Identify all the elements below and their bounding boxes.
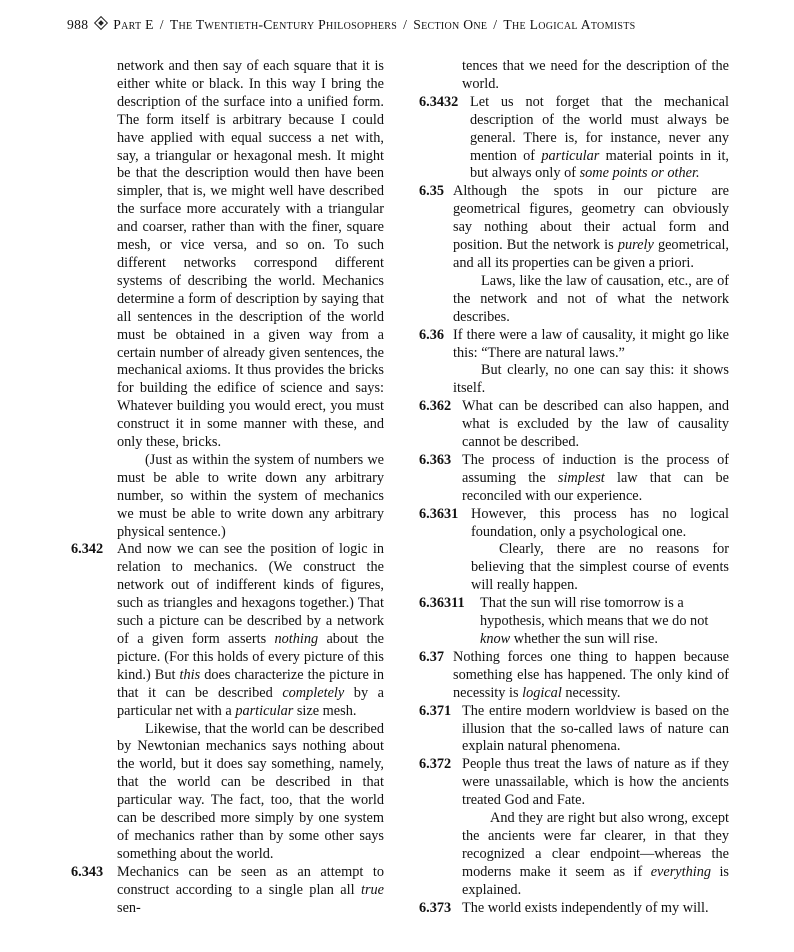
text-run: law that can be reconciled with our experience. [462,469,729,504]
text-run-italic: completely [282,684,345,701]
paragraph: tences that we need for the description of the world. [462,58,729,92]
text-run: That the sun will rise tomorrow is a hypothesis, which means that we do not [480,595,709,630]
proposition-number: 6.373 [419,899,452,916]
text-run-italic: nothing [274,631,319,647]
text-run-italic: true [360,881,384,898]
paragraph: But clearly, no one can say this: it shows itself. [453,362,729,397]
paragraph [453,649,729,703]
proposition-6-37 [419,648,729,703]
proposition-6-362 [419,398,729,452]
proposition-6-35 [419,183,729,326]
text-run: is explained. [462,863,729,898]
header-separator: / [159,17,164,32]
text-run: And they are right but also wrong, except the ancients were far clearer, in that they recognized a clear endpoint—whereas the moderns make it seem as if [462,810,729,880]
proposition-number: 6.362 [419,398,452,415]
proposition-6-343 [71,863,384,918]
text-run: size mesh. [293,702,357,719]
header-separator: / [403,17,408,32]
paragraph [117,541,384,720]
paragraph [480,595,729,649]
paragraph: (Just as within the system of numbers we must be able to write down any arbitrary number, so within the system of mechanics we must be able to write down any arbitrary physical sentence.) [117,451,384,540]
paragraph [462,452,729,506]
text-run: geometrical, and all its properties can be given a priori. [453,237,729,271]
section-label: Section One [413,17,488,32]
text-run-italic: everything [650,863,712,880]
part-label: Part E [113,17,154,32]
paragraph: People thus treat the laws of nature as if they were unassailable, which is how the ancients treated God and Fate. [462,756,729,809]
proposition-6-363 [419,451,729,506]
text-run: sen- [117,899,141,916]
text-run: And now we can see the position of logic in relation to mechanics. (We construct the network out of indifferent kinds of figures, such as triangles and hexagons together.) That such a picture can be described by a network of a given form asserts [117,541,384,647]
proposition-number: 6.35 [419,183,445,200]
proposition-6-342 [71,541,384,863]
proposition-6-372 [419,756,729,899]
paragraph: However, this process has no logical foundation, only a psychological one. [471,505,729,540]
paragraph: Likewise, that the world can be described by Newtonian mechanics says nothing about the world, but it does say something, namely, that the world can be described in that particular way. The fact, too, that the world can be described more simply by one system of mechanics rather than by some other says something about the world. [117,720,384,862]
text-run: does characterize the picture in that it can be described [117,666,384,701]
paragraph [117,864,384,918]
proposition-number: 6.342 [71,541,104,558]
paragraph: The world exists independently of my will. [462,899,709,916]
text-run: Mechanics can be seen as an attempt to construct according to a single plan all [117,863,384,898]
proposition-6-373 [419,899,729,918]
running-header [67,17,636,33]
proposition-number: 6.372 [419,756,452,773]
text-run: necessity. [561,684,621,701]
proposition-number: 6.37 [419,648,445,665]
text-run: Nothing forces one thing to happen because something else has happened. The only kind of necessity is [453,648,729,701]
paragraph [462,810,729,900]
text-run-italic: this [179,666,201,683]
paragraph: The entire modern worldview is based on the illusion that the so-called laws of nature can explain natural phenomena. [462,702,729,755]
header-separator: / [493,17,498,32]
text-run-italic: logical [522,684,562,701]
proposition-6-371 [419,702,729,757]
paragraph [453,183,729,273]
text-run: by a particular net with a [117,684,384,719]
proposition-number: 6.3432 [419,93,459,110]
diamond-ornament-icon [94,16,108,30]
text-run-italic: some points or other. [579,165,700,182]
book-title: The Twentieth-Century Philosophers [169,17,398,32]
text-run-italic: particular [235,702,294,719]
right-column [419,58,729,918]
proposition-number: 6.3631 [419,505,459,522]
paragraph: network and then say of each square that it is either white or black. In this way I bring the description of the surface into a unified form. The form itself is arbitrary because I could have applied with equal success a net with, say, a triangular or hexagonal mesh. It might be that the description would then have been simpler, that is, we might well have described the surface more accurately with a triangular and coarser, rather than with the finer, square mesh, or vice versa, and so on. To such different networks correspond different systems of describing the world. Mechanics determine a form of description by saying that all sentences in the description of the world must be obtained in a given way from a certain number of already given sentences, the mechanical axioms. It thus provides the bricks for building the edifice of science and says: Whatever building you would erect, you must construct it in some manner with these, and only these, bricks. [117,58,384,451]
text-run-italic: simplest [557,469,605,486]
text-run: material points in it, but always only of [470,147,729,182]
paragraph: What can be described can also happen, and what is excluded by the law of causality cannot be described. [462,398,729,451]
proposition-6-3631 [419,505,729,596]
paragraph: If there were a law of causality, it might go like this: “There are natural laws.” [453,326,729,361]
left-column [71,58,384,918]
text-run: about the picture. (For this holds of every picture of this kind.) But [117,631,384,683]
proposition-number: 6.36 [419,326,445,343]
proposition-6-36311 [419,595,729,649]
proposition-6-36 [419,326,729,399]
proposition-6-3432 [419,93,729,184]
proposition-number: 6.343 [71,863,104,880]
text-run: Let us not forget that the mechanical description of the world must always be general. There is, for instance, never any mention of [470,93,729,164]
proposition-number: 6.36311 [419,595,465,612]
proposition-number: 6.363 [419,451,452,468]
text-run: whether the sun will rise. [510,631,658,647]
text-run-italic: purely [617,237,654,254]
chapter-title: The Logical Atomists [503,17,636,32]
paragraph: Clearly, there are no reasons for believing that the simplest course of events will really happen. [471,541,729,594]
text-run-italic: particular [541,147,600,164]
paragraph: Laws, like the law of causation, etc., are of the network and not of what the network describes. [453,272,729,325]
proposition-number: 6.371 [419,702,452,719]
text-run: The process of induction is the process of assuming the [462,451,729,486]
paragraph [470,94,729,184]
page-number: 988 [67,17,89,32]
text-run: Although the spots in our picture are geometrical figures, geometry can obviously say nothing about their actual form and position. But the network is [453,183,729,254]
text-run-italic: know [480,631,511,647]
